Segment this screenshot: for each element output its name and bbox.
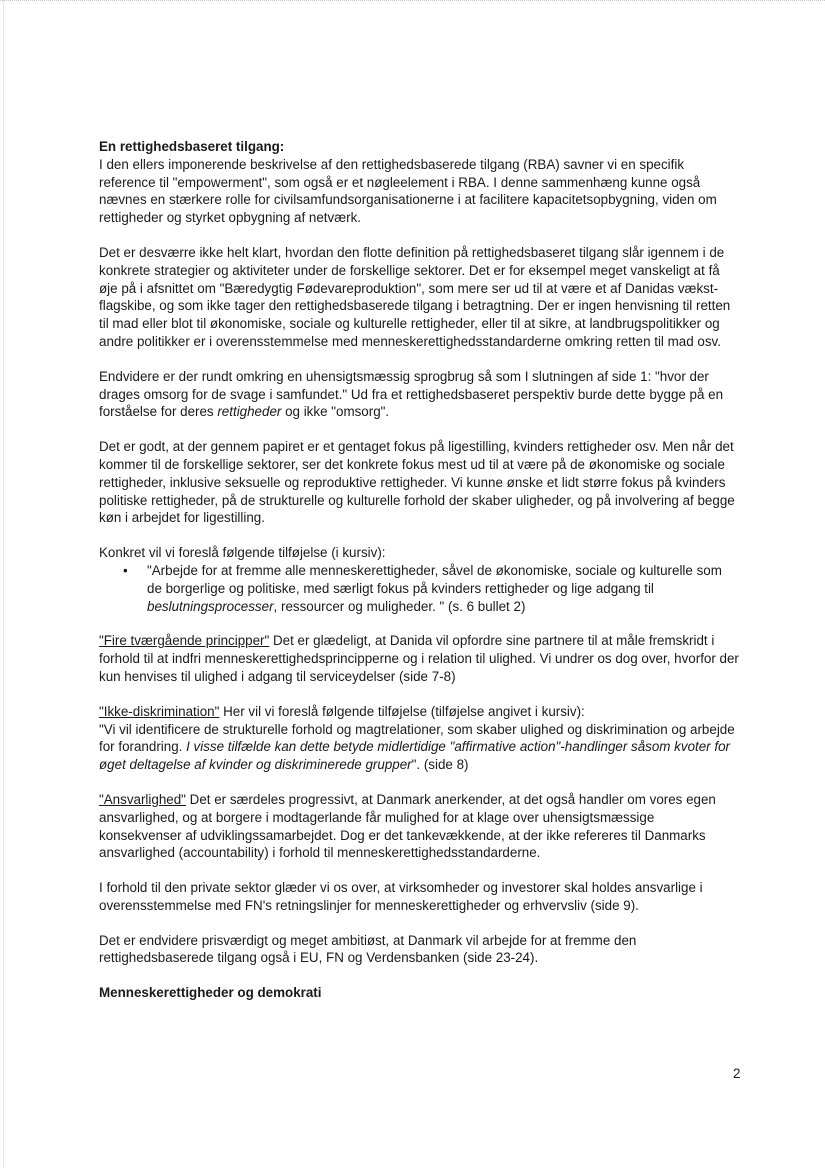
nondiscrimination-title: "Ikke-diskrimination" — [99, 703, 220, 719]
document-body — [99, 138, 739, 1019]
paragraph-3-italic: rettigheder — [217, 404, 282, 420]
rba-heading: En rettighedsbaseret tilgang: — [99, 139, 285, 154]
page-edge-top — [0, 0, 825, 2]
nondiscrimination-quote: "Vi vil identificere de strukturelle forhold og magtrelationer, som skaber ulighed og diskrimination og arbejde for forandring. — [99, 721, 735, 755]
paragraph-2: Det er desværre ikke helt klart, hvordan den flotte definition på rettighedsbaseret tilgang slår igennem i de konkrete strategier og aktiviteter under de forskellige sektorer. Det er for eksempel meget vanskeligt at få øje på i afsnittet om "Bæredygtig Fødevareproduktion", som mere ser ud til at være et af Danidas vækst-flagskibe, og som ikke tager den rettighedsbaserede tilgang i betragtning. Der er ingen henvisning til retten til mad eller blot til økonomiske, sociale og kulturelle rettigheder, eller til at sikre, at landbrugspolitikker og andre politikker er i overensstemmelse med menneskerettighedsstandarderne omkring retten til mad osv. — [99, 244, 731, 349]
rba-section — [99, 138, 739, 227]
bullet-list — [99, 562, 739, 615]
page-number: 2 — [733, 1066, 741, 1081]
human-rights-heading: Menneskerettigheder og demokrati — [99, 985, 322, 1001]
accountability-text: Det er særdeles progressivt, at Danmark anerkender, at det også handler om vores egen ansvarlighed, og at borgere i modtagerlande får mulighed for at klage over uhensigtsmæssige konsekvenser af udviklingssamarbejdet. Dog er det tankevækkende, at der ikke refereres til Danmarks ansvarlighed (accountability) i forhold til menneskerettighedsstandarderne. — [99, 791, 716, 861]
paragraph-10: Det er endvidere prisværdigt og meget ambitiøst, at Danmark vil arbejde for at fremme den rettighedsbaserede tilgang også i EU, FN og Verdensbanken (side 23-24). — [99, 932, 637, 966]
bullet-italic: beslutningsprocesser — [147, 598, 274, 614]
paragraph-7 — [99, 703, 739, 774]
paragraph-9: I forhold til den private sektor glæder vi os over, at virksomheder og investorer skal holdes ansvarlige i overensstemmelse med FN's retningslinjer for menneskerettigheder og erhvervsliv (side 9). — [99, 880, 703, 913]
accountability-title: "Ansvarlighed" — [99, 791, 186, 807]
nondiscrimination-end: ". (side 8) — [411, 757, 469, 773]
principles-text: Det er glædeligt, at Danida vil opfordre sine partnere til at måle fremskridt i forhold til at indfri menneskerettighedsprincipperne og i relation til ulighed. Vi undrer os dog over, hvorfor der kun henvises til ulighed i adgang til serviceydelser (side 7-8) — [99, 633, 739, 684]
page-edge-left — [3, 0, 5, 1168]
bullet-text-b: , ressourcer og muligheder. " (s. 6 bullet 2) — [273, 598, 526, 614]
nondiscrimination-text: Her vil vi foreslå følgende tilføjelse (tilføjelse angivet i kursiv): — [219, 703, 585, 719]
paragraph-3 — [99, 368, 739, 421]
rba-text: I den ellers imponerende beskrivelse af den rettighedsbaserede tilgang (RBA) savner vi en specifik reference til "empowerment", som også er et nøgleelement i RBA. I denne sammenhæng kunne også nævnes en stærkere rolle for civilsamfundsorganisationerne i at facilitere kapacitetsopbygning, viden om rettigheder og styrket opbygning af netværk. — [99, 156, 717, 226]
paragraph-3-text-a: Endvidere er der rundt omkring en uhensigtsmæssig sprogbrug så som I slutningen af side 1: "hvor der drages omsorg for de svage i samfundet." Ud fra et rettighedsbaseret perspektiv burde dette bygge på en forståelse for deres — [99, 368, 724, 420]
nondiscrimination-italic: I visse tilfælde kan dette betyde midlertidige "affirmative action"-handlinger såsom kvoter for øget deltagelse af kvinder og diskriminerede grupper — [99, 739, 730, 773]
principles-title: "Fire tværgående principper" — [99, 633, 270, 649]
paragraph-8 — [99, 791, 739, 862]
paragraph-6 — [99, 632, 739, 685]
paragraph-5-intro: Konkret vil vi foreslå følgende tilføjelse (i kursiv): — [99, 545, 386, 561]
paragraph-4: Det er godt, at der gennem papiret er et gentaget fokus på ligestilling, kvinders rettigheder osv. Men når det kommer til de forskellige sektorer, ser det konkrete fokus mest ud til at være på de økonomiske og sociale rettigheder, inklusive seksuelle og reproduktive rettigheder. Vi kunne ønske et lidt større fokus på kvinders politiske rettigheder, på de strukturelle og kulturelle forhold der skaber uligheder, og på involvering af begge køn i arbejdet for ligestilling. — [99, 439, 735, 526]
list-item — [147, 562, 739, 615]
bullet-text-a: "Arbejde for at fremme alle menneskerettigheder, såvel de økonomiske, sociale og kulturelle som de borgerlige og politiske, med særligt fokus på kvinders rettigheder og lige adgang til — [147, 562, 722, 596]
paragraph-3-text-b: og ikke "omsorg". — [281, 404, 390, 420]
